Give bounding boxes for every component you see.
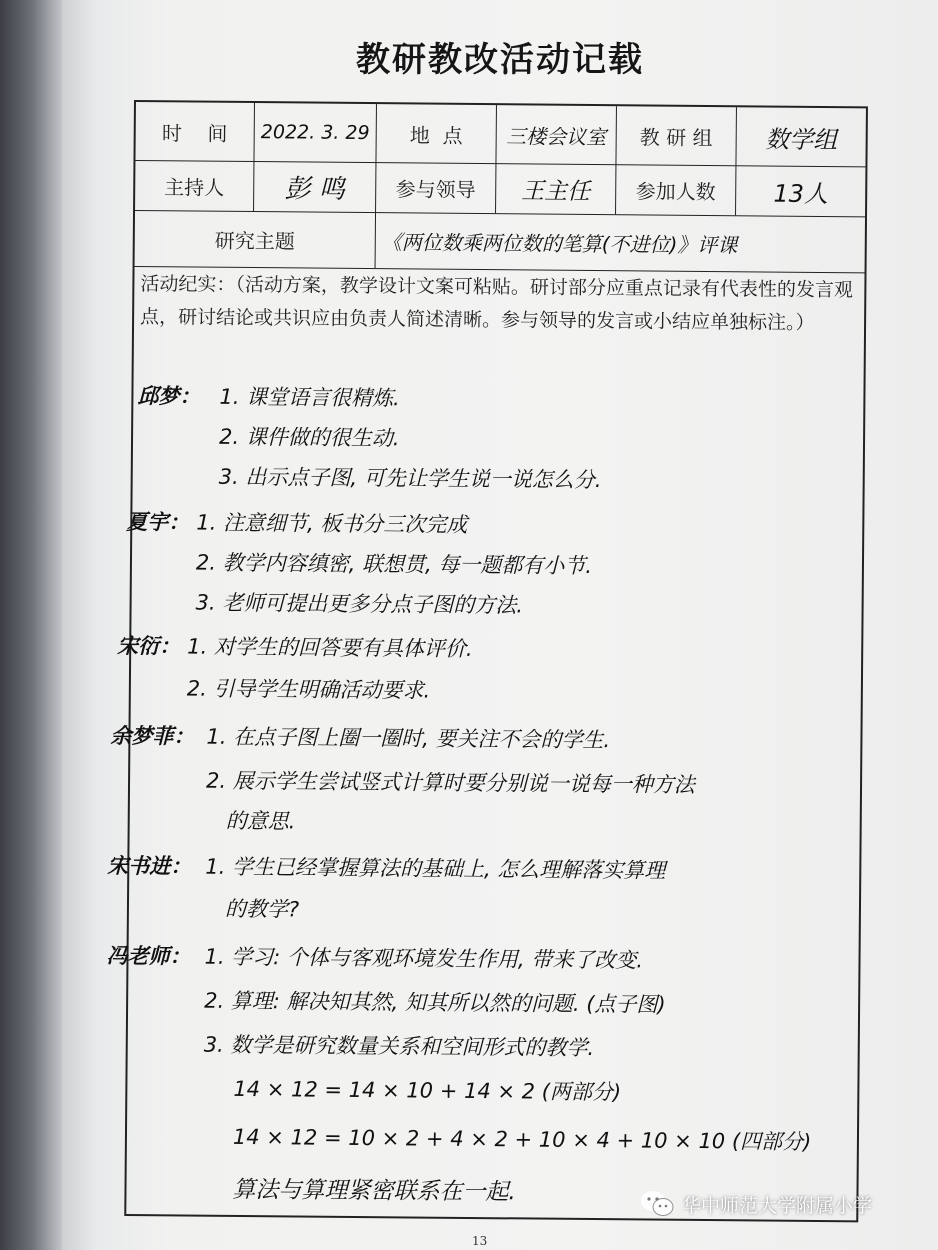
wechat-icon bbox=[640, 1190, 674, 1218]
binder-spine bbox=[0, 0, 70, 1250]
host-label: 主持人 bbox=[164, 174, 225, 200]
note-point: 2. 引导学生明确活动要求. bbox=[186, 676, 431, 703]
count-value: 13人 bbox=[773, 179, 829, 208]
header-row-2 bbox=[135, 160, 865, 217]
count-label-cell bbox=[615, 164, 735, 215]
note-point: 2. 教学内容缜密, 联想贯, 每一题都有小节. bbox=[195, 550, 593, 579]
time-label-cell bbox=[135, 102, 254, 161]
note-point: 的意思. bbox=[225, 808, 296, 834]
speaker-name: 宋书进： bbox=[107, 853, 192, 879]
time-label: 时 间 bbox=[161, 120, 228, 146]
note-point: 1. 学习: 个体与客观环境发生作用, 带来了改变. bbox=[204, 944, 644, 973]
note-point: 3. 出示点子图, 可先让学生说一说怎么分. bbox=[218, 464, 602, 493]
topic-value-cell bbox=[375, 212, 865, 272]
speaker-name: 夏宇： bbox=[126, 509, 190, 535]
leader-label-cell bbox=[375, 162, 495, 213]
note-point: 2. 课件做的很生动. bbox=[218, 424, 400, 451]
note-point: 1. 注意细节, 板书分三次完成 bbox=[196, 510, 468, 537]
group-label: 教 研 组 bbox=[639, 124, 713, 150]
note-conclusion: 算法与算理紧密联系在一起. bbox=[232, 1176, 516, 1206]
speaker-name: 冯老师： bbox=[106, 943, 191, 969]
note-point: 1. 课堂语言很精炼. bbox=[219, 384, 400, 411]
watermark-text: 华中师范大学附属小学 bbox=[682, 1194, 873, 1217]
host-label-cell bbox=[135, 160, 253, 211]
count-value-cell bbox=[735, 165, 865, 216]
topic-row bbox=[135, 210, 865, 273]
group-value: 数学组 bbox=[765, 125, 838, 154]
note-point: 的教学? bbox=[224, 896, 300, 922]
topic-value: 《两位数乘两位数的笔算(不进位)》评课 bbox=[381, 229, 738, 257]
note-point: 2. 算理: 解决知其然, 知其所以然的问题. (点子图) bbox=[204, 988, 666, 1017]
page-number: 13 bbox=[472, 1234, 488, 1248]
topic-label: 研究主题 bbox=[214, 228, 295, 253]
watermark bbox=[640, 1190, 872, 1218]
note-point: 3. 老师可提出更多分点子图的方法. bbox=[195, 590, 524, 618]
note-point: 1. 学生已经掌握算法的基础上, 怎么理解落实算理 bbox=[205, 854, 666, 883]
leader-label: 参与领导 bbox=[395, 176, 476, 202]
note-point: 1. 在点子图上圈一圈时, 要关注不会的学生. bbox=[206, 724, 611, 753]
place-label: 地 点 bbox=[409, 122, 463, 148]
count-label: 参加人数 bbox=[635, 178, 716, 204]
page-title: 教研教改活动记载 bbox=[356, 40, 644, 80]
leader-value-cell bbox=[495, 163, 615, 214]
note-point: 2. 展示学生尝试竖式计算时要分别说一说每一种方法 bbox=[205, 768, 695, 797]
activity-notes bbox=[106, 380, 864, 1206]
place-label-cell bbox=[375, 104, 496, 163]
leader-value: 王主任 bbox=[521, 177, 591, 205]
speaker-name: 邱梦： bbox=[137, 384, 201, 409]
note-point: 3. 数学是研究数量关系和空间形式的教学. bbox=[203, 1032, 595, 1061]
header-row-1 bbox=[135, 102, 865, 167]
place-value: 三楼会议室 bbox=[506, 123, 607, 149]
note-point: 1. 对学生的回答要有具体评价. bbox=[187, 634, 473, 661]
equation-line: 14 × 12 = 10 × 2 + 4 × 2 + 10 × 4 + 10 × 10 (四部分) bbox=[232, 1124, 812, 1154]
speaker-name: 宋衍： bbox=[117, 633, 181, 659]
record-form bbox=[106, 100, 868, 1222]
place-value-cell bbox=[495, 105, 616, 164]
host-value-cell bbox=[253, 161, 375, 212]
host-value: 彭 鸣 bbox=[284, 173, 345, 205]
paper-page bbox=[62, 0, 938, 1250]
equation-line: 14 × 12 = 14 × 10 + 14 × 2 (两部分) bbox=[233, 1076, 622, 1105]
topic-label-cell bbox=[135, 210, 375, 268]
speaker-name: 余梦菲： bbox=[110, 723, 195, 749]
time-value-cell bbox=[253, 103, 376, 162]
time-value: 2022. 3. 29 bbox=[260, 121, 370, 145]
group-value-cell bbox=[735, 107, 866, 166]
activity-instructions: 活动纪实：（活动方案，教学设计文案可粘贴。研讨部分应重点记录有代表性的发言观点，研讨结论或共识应由负责人简述清晰。参与领导的发言或小结应单独标注。） bbox=[140, 273, 853, 334]
group-label-cell bbox=[615, 106, 736, 165]
